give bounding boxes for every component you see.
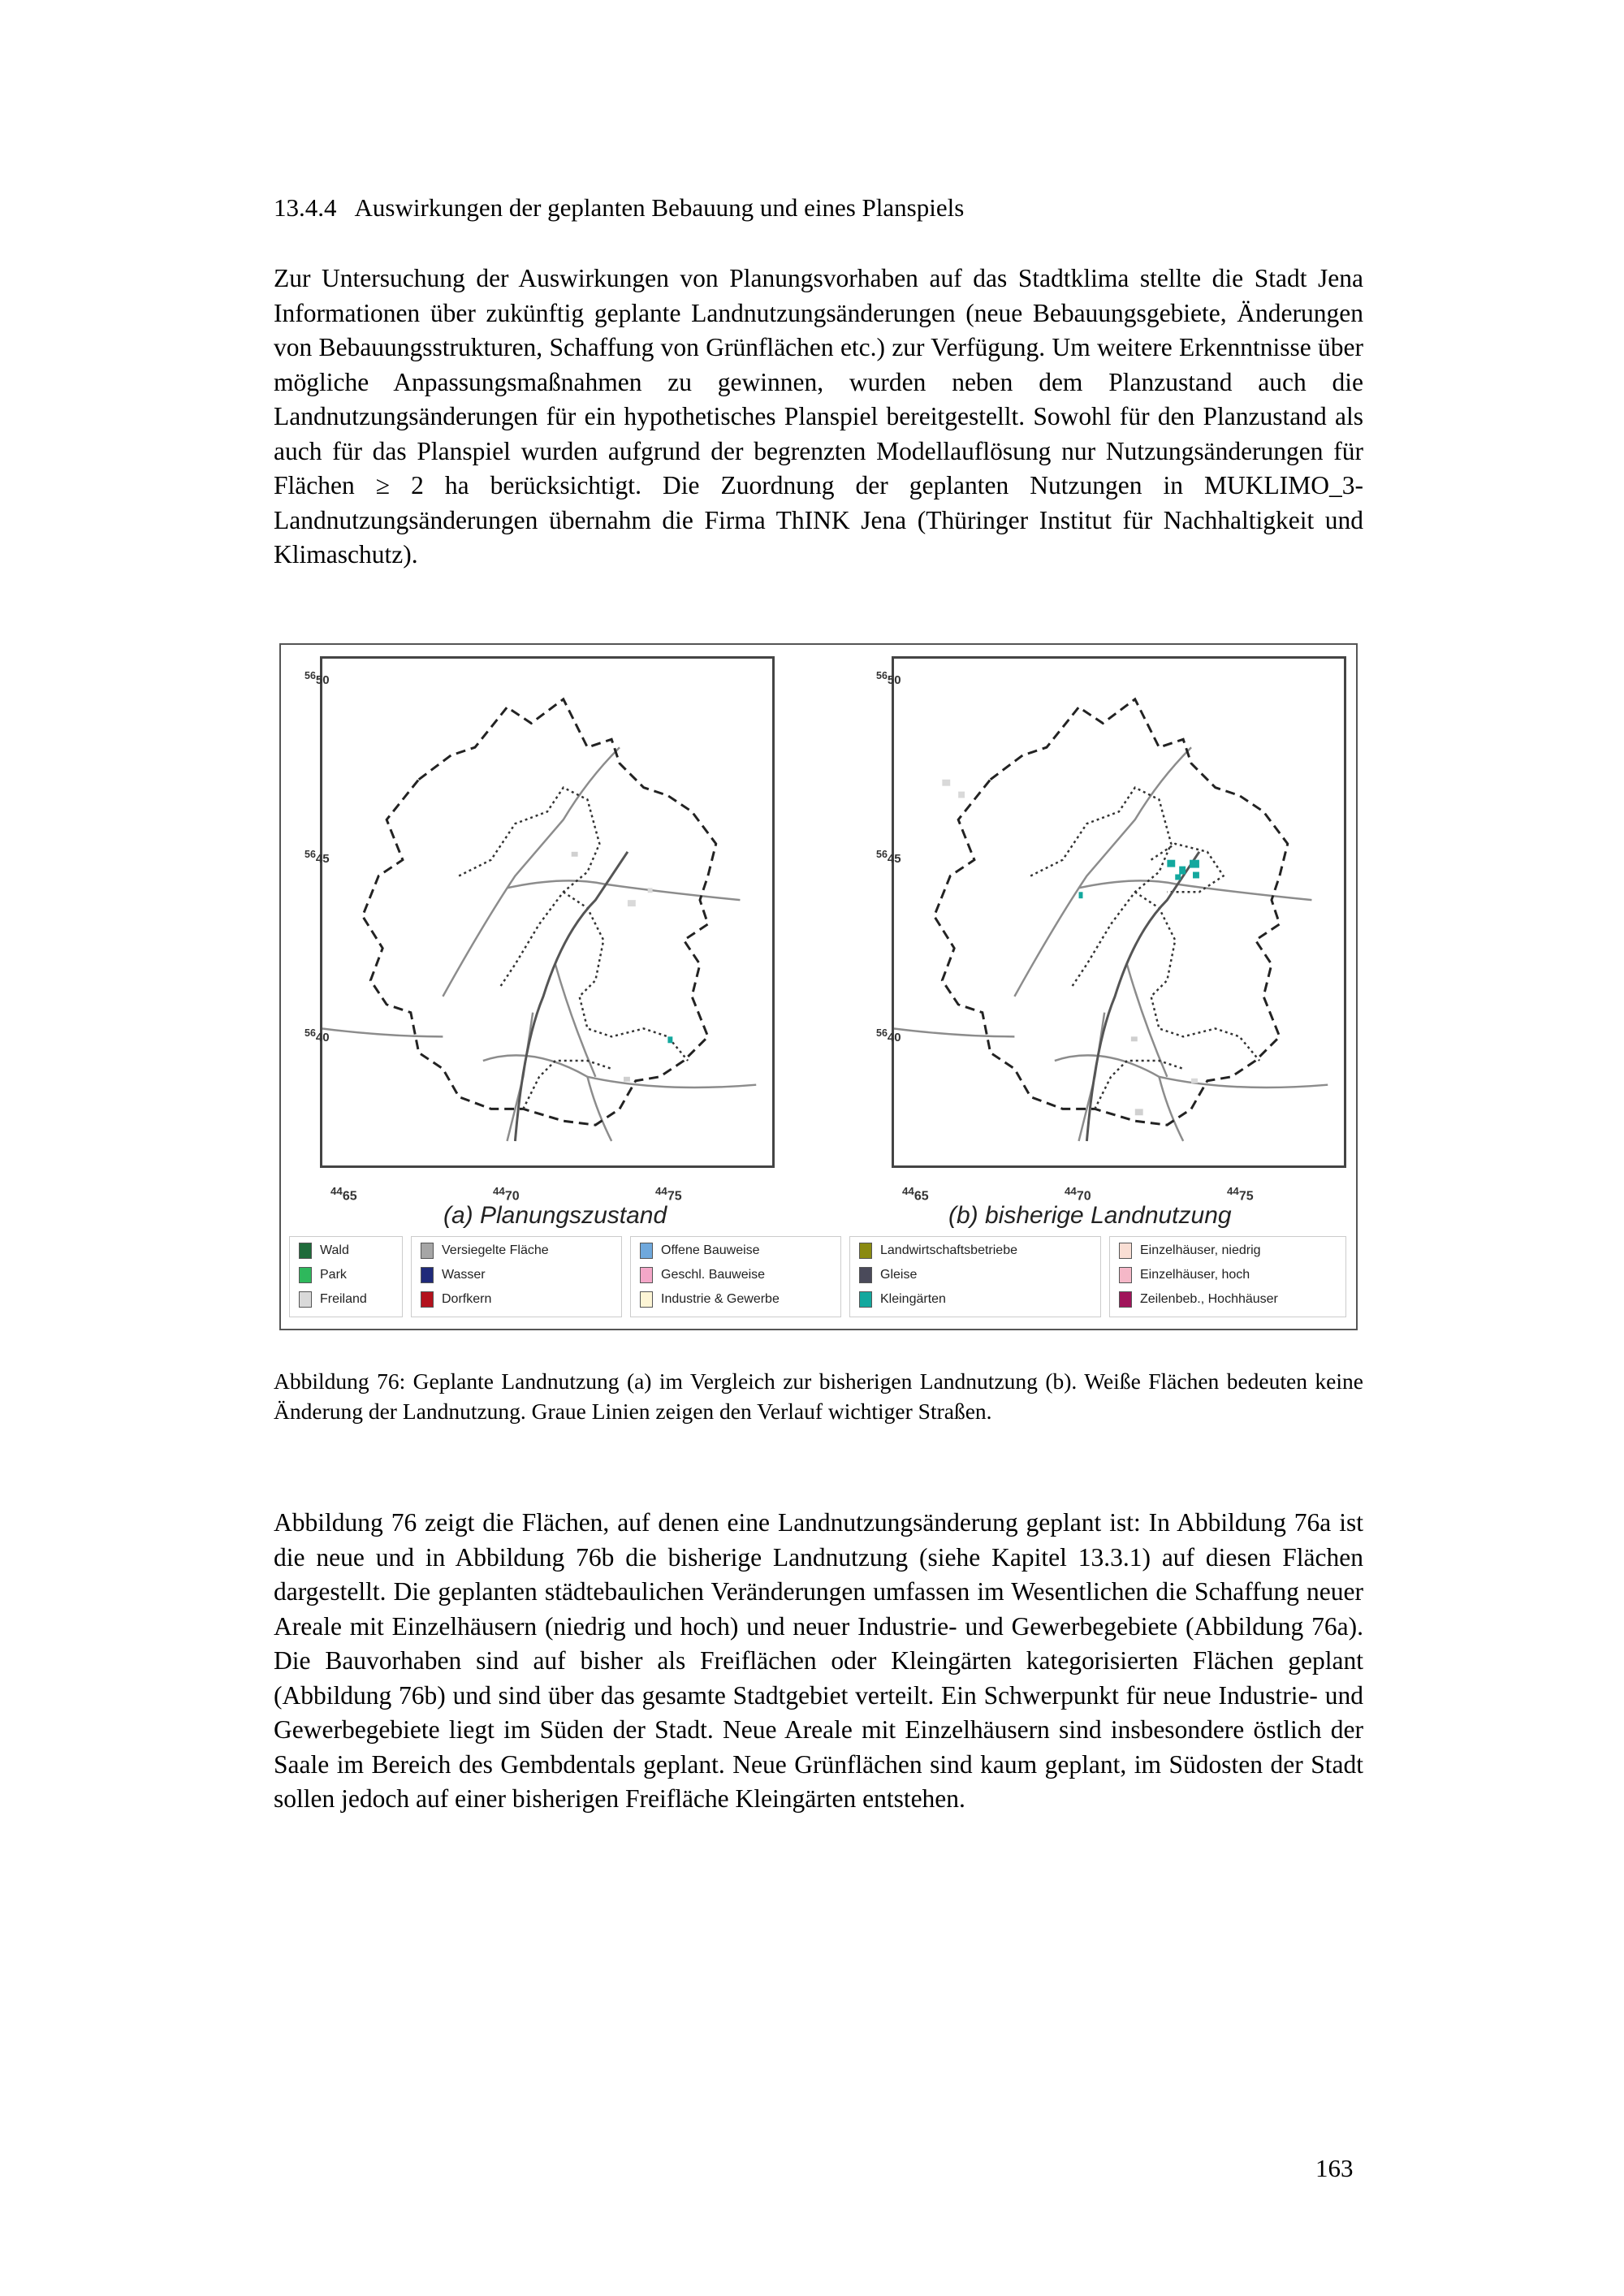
legend-item (859, 1267, 917, 1285)
map-panel-b (876, 656, 1346, 1204)
legend-swatch (421, 1243, 434, 1259)
legend-item (1119, 1291, 1278, 1309)
legend-swatch (640, 1243, 653, 1259)
panel-label-b: (b) bisherige Landnutzung (948, 1202, 1232, 1229)
legend-swatch (859, 1291, 872, 1308)
legend-swatch (1119, 1291, 1132, 1308)
legend-item (299, 1291, 367, 1309)
district-boundaries (1030, 788, 1259, 1109)
legend-item (1119, 1267, 1250, 1285)
legend-item (299, 1267, 347, 1285)
roads (322, 747, 756, 1141)
y-tick-5645: $^{56}$45 (876, 849, 901, 866)
river (1086, 852, 1199, 1141)
y-tick-5645: $^{56}$45 (304, 849, 330, 866)
legend-swatch (640, 1267, 653, 1283)
legend-label: Geschl. Bauweise (661, 1268, 766, 1282)
panel-label-a: (a) Planungszustand (443, 1202, 667, 1229)
map-a-drawing (322, 659, 772, 1165)
legend-item (299, 1243, 349, 1260)
map-b-drawing (894, 659, 1344, 1165)
figure-caption: Abbildung 76: Geplante Landnutzung (a) im Vergleich zur bisherigen Landnutzung (b). Weiße Flächen bedeuten keine Änderung der Landnutzung. Graue Linien zeigen den Verlauf wichtiger Straßen. (274, 1369, 1363, 1424)
intro-paragraph: Zur Untersuchung der Auswirkungen von Planungsvorhaben auf das Stadtklima stellte die Stadt Jena Informationen über zukünftig geplante Landnutzungsänderungen (neue Bebauungsgebiete, Änderungen von Bebauungsstrukturen, Schaffung von Grünflächen etc.) zur Verfügung. Um weitere Erkenntnisse über mögliche Anpassungsmaßnahmen zu gewinnen, wurden neben dem Planzustand auch die Landnutzungsänderungen für ein hypothetisches Planspiel bereitgestellt. Sowohl für den Planzustand als auch für das Planspiel wurden aufgrund der begrenzten Modellauflösung nur Nutzungsänderungen für Flächen ≥ 2 ha berücksichtigt. Die Zuordnung der geplanten Nutzungen in MUKLIMO_3-Landnutzungsänderungen übernahm die Firma ThINK Jena (Thüringer Institut für Nachhaltigkeit und Klimaschutz). (274, 264, 1363, 569)
legend-label: Landwirtschaftsbetriebe (880, 1243, 1017, 1258)
legend-label: Wasser (442, 1268, 486, 1282)
y-tick-5650: $^{56}$50 (304, 670, 330, 687)
x-tick-4475: $^{44}$75 (655, 1185, 682, 1204)
legend-label: Zeilenbeb., Hochhäuser (1140, 1292, 1278, 1307)
x-tick-4470: $^{44}$70 (493, 1185, 520, 1204)
roads (894, 747, 1328, 1141)
landuse-patches (942, 780, 1199, 1116)
legend-label: Freiland (320, 1292, 367, 1307)
figure-76 (279, 643, 1358, 1330)
legend-label: Einzelhäuser, hoch (1140, 1268, 1250, 1282)
district-boundaries (459, 788, 688, 1109)
section-title: Auswirkungen der geplanten Bebauung und eines Planspiels (354, 193, 965, 222)
legend-item (640, 1267, 765, 1285)
y-tick-5650: $^{56}$50 (876, 670, 901, 687)
legend-swatch (859, 1267, 872, 1283)
legend-swatch (421, 1291, 434, 1308)
legend-label: Park (320, 1268, 347, 1282)
legend-label: Dorfkern (442, 1292, 492, 1307)
page-number: 163 (1315, 2154, 1354, 2182)
x-tick-4475: $^{44}$75 (1227, 1185, 1254, 1204)
legend-item (640, 1291, 780, 1309)
legend-label: Offene Bauweise (661, 1243, 760, 1258)
river (515, 852, 628, 1141)
legend-item (421, 1267, 486, 1285)
legend-swatch (859, 1243, 872, 1259)
y-tick-5640: $^{56}$40 (876, 1027, 901, 1044)
legend-swatch (299, 1267, 312, 1283)
city-boundary (362, 699, 715, 1125)
discussion-paragraph: Abbildung 76 zeigt die Flächen, auf denen eine Landnutzungsänderung geplant ist: In Abbildung 76a ist die neue und in Abbildung 76b die bisherige Landnutzung (siehe Kapitel 13.3.1) auf diesen Flächen dargestellt. Die geplanten städtebaulichen Veränderungen umfassen im Wesentlichen die Schaffung neuer Areale mit Einzelhäusern (niedrig und hoch) und neuer Industrie- und Gewerbegebiete (Abbildung 76a). Die Bauvorhaben sind auf bisher als Freiflächen oder Kleingärten kategorisierten Flächen geplant (Abbildung 76b) und sind über das gesamte Stadtgebiet verteilt. Ein Schwerpunkt für neue Industrie- und Gewerbegebiete liegt im Süden der Stadt. Neue Areale mit Einzelhäusern sind insbesondere östlich der Saale im Bereich des Gembdentals geplant. Neue Grünflächen sind kaum geplant, im Südosten der Stadt sollen jedoch auf einer bisherigen Freifläche Kleingärten entstehen. (274, 1508, 1363, 1813)
legend-item (859, 1291, 946, 1309)
legend-swatch (421, 1267, 434, 1283)
x-tick-4465: $^{44}$65 (330, 1185, 357, 1204)
x-tick-4470: $^{44}$70 (1065, 1185, 1091, 1204)
legend-item (859, 1243, 1017, 1260)
legend-item (421, 1291, 491, 1309)
legend-item (421, 1243, 549, 1260)
legend-label: Wald (320, 1243, 349, 1258)
legend-swatch (299, 1243, 312, 1259)
legend-swatch (1119, 1267, 1132, 1283)
city-boundary (934, 699, 1287, 1125)
legend-swatch (1119, 1243, 1132, 1259)
legend-item (1119, 1243, 1261, 1260)
legend-label: Versiegelte Fläche (442, 1243, 549, 1258)
legend-item (640, 1243, 760, 1260)
section-number: 13.4.4 (274, 193, 337, 222)
legend-label: Gleise (880, 1268, 918, 1282)
legend-label: Kleingärten (880, 1292, 946, 1307)
section-heading (274, 193, 964, 223)
legend-swatch (640, 1291, 653, 1308)
x-tick-4465: $^{44}$65 (902, 1185, 929, 1204)
legend-label: Einzelhäuser, niedrig (1140, 1243, 1261, 1258)
map-panel-a (304, 656, 775, 1204)
legend-swatch (299, 1291, 312, 1308)
y-tick-5640: $^{56}$40 (304, 1027, 330, 1044)
legend-label: Industrie & Gewerbe (661, 1292, 780, 1307)
